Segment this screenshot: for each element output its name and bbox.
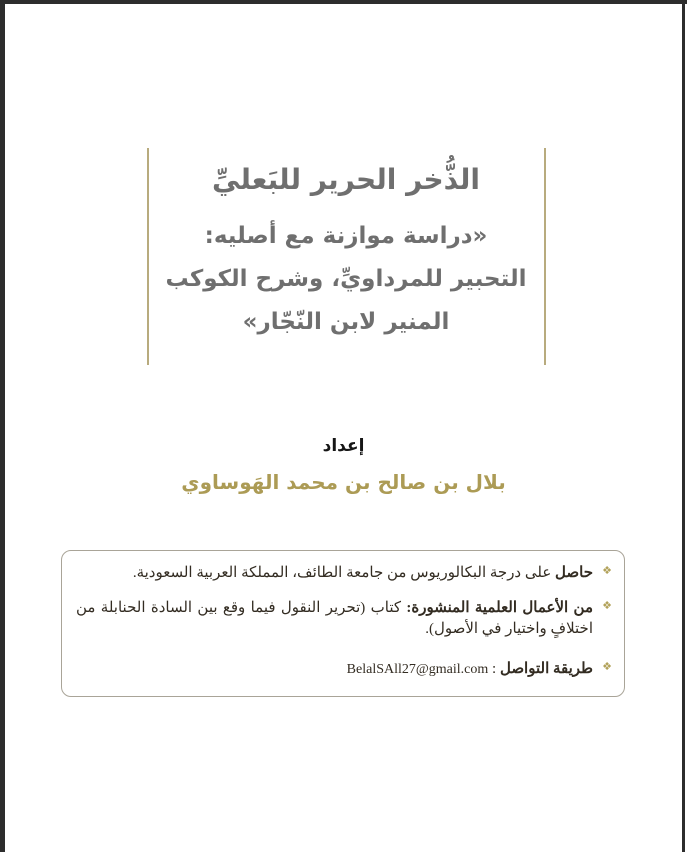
page-edge-right [682, 0, 685, 852]
book-title: الذُّخر الحرير للبَعليِّ [212, 163, 480, 196]
subtitle-line-3: المنير لابن النّجّار» [242, 309, 450, 335]
bio-publications-text: كتاب (تحرير النقول فيما وقع بين السادة الحنابلة من اختلافٍ واختيار في الأصول). [76, 599, 593, 637]
author-name: بلال بن صالح بن محمد الهَوساوي [181, 470, 506, 494]
subtitle-line-2: التحبير للمرداويِّ، وشرح الكوكب [165, 266, 527, 292]
diamond-bullet-icon: ❖ [602, 659, 612, 673]
contact-label: طريقة التواصل [499, 660, 593, 677]
bio-item-publications [76, 598, 612, 641]
subtitle-line-1: «دراسة موازنة مع أصليه: [204, 223, 488, 249]
contact-separator: : [488, 660, 500, 677]
title-block [149, 148, 543, 344]
diamond-bullet-icon: ❖ [602, 564, 612, 577]
page-edge-top [0, 0, 687, 4]
bio-publications-lead: من الأعمال العلمية المنشورة: [406, 599, 593, 616]
diamond-bullet-icon: ❖ [602, 598, 612, 612]
bio-item-degree [76, 563, 612, 585]
title-rule-right [544, 148, 546, 365]
author-info-box [61, 550, 625, 697]
bio-degree-lead: حاصل [555, 565, 593, 581]
book-subtitle [149, 215, 543, 344]
bio-item-contact [76, 659, 612, 681]
page-edge-left [0, 0, 5, 852]
prepared-by-label: إعداد [322, 436, 365, 456]
bio-degree-text: على درجة البكالوريوس من جامعة الطائف، المملكة العربية السعودية. [132, 565, 556, 581]
contact-email[interactable]: BelalSAll27@gmail.com [346, 661, 489, 677]
